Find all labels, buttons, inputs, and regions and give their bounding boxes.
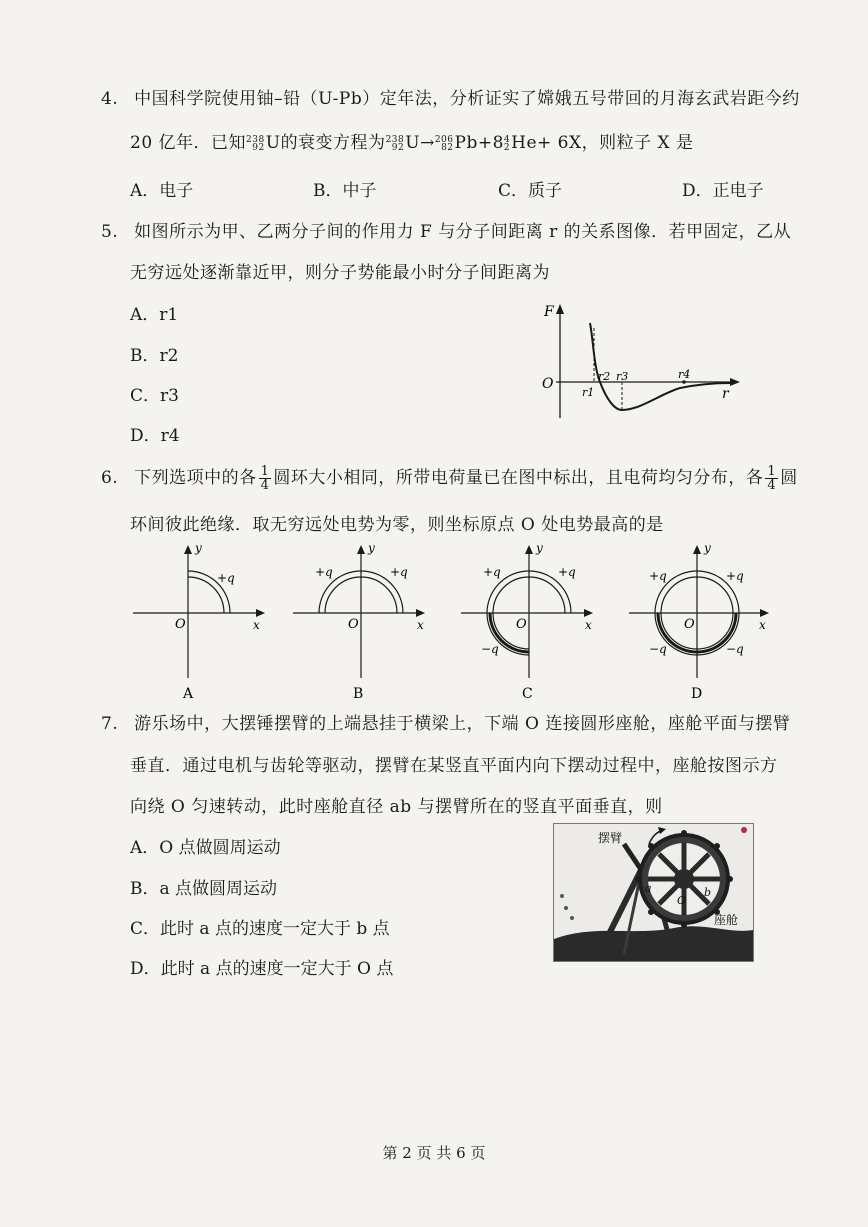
r1-label: r1 [582, 386, 595, 399]
q6-text-1a: 下列选项中的各 [134, 468, 257, 488]
q4-text-2b: 的衰变方程为 [280, 133, 386, 153]
q5-text-1: 如图所示为甲、乙两分子间的作用力 F 与分子间距离 r 的关系图像．若甲固定，乙从 [134, 222, 792, 242]
svg-text:y: y [704, 541, 711, 555]
q4-number: 4. [101, 89, 119, 109]
charged-ring-diagrams [125, 538, 785, 703]
svg-text:O: O [175, 617, 186, 632]
pendulum-ride-photo [553, 823, 754, 962]
q4-line2 [130, 128, 694, 153]
u-isotope-index: 238 92 [246, 134, 265, 153]
label-b: B [353, 686, 364, 702]
q6-line1 [101, 463, 798, 492]
point-o-label: O [677, 894, 687, 907]
page-footer: 第 2 页 共 6 页 [382, 1144, 486, 1162]
point-a-label: a [645, 882, 652, 895]
label-a: A [183, 686, 194, 702]
q7-text-2: 垂直．通过电机与齿轮等驱动，摆臂在某竖直平面内向下摆动过程中，座舱按图示方 [130, 756, 778, 776]
r-label: r [722, 386, 729, 402]
q4-text-2a: 20 亿年．已知 [130, 133, 247, 153]
q7-option-a[interactable]: A．O 点做圆周运动 [130, 838, 281, 858]
svg-text:−q: −q [481, 642, 499, 656]
u-symbol: U [265, 133, 281, 153]
diagram-d [629, 541, 769, 702]
he-symbol-tail: He+ 6X，则粒子 X 是 [511, 133, 694, 153]
svg-text:−q: −q [649, 642, 667, 656]
r-axis-arrow [730, 378, 740, 386]
u-symbol-arrow: U→ [405, 133, 435, 153]
quarter-fraction-2: $\frac{1}{4}$ [767, 464, 777, 493]
svg-text:+q: +q [558, 565, 576, 579]
q7-option-c[interactable]: C．此时 a 点的速度一定大于 b 点 [130, 919, 390, 939]
force-distance-graph [530, 298, 750, 428]
svg-text:+q: +q [315, 565, 333, 579]
svg-text:x: x [759, 618, 766, 632]
q6-text-1c: 圆 [780, 468, 798, 488]
svg-text:+q: +q [217, 571, 235, 585]
q5-option-a[interactable]: A．r1 [130, 305, 179, 325]
q4-option-c[interactable]: C．质子 [498, 181, 563, 201]
q4-line1 [101, 84, 800, 109]
q7-text-3: 向绕 O 匀速转动，此时座舱直径 ab 与摆臂所在的竖直平面垂直，则 [130, 797, 663, 817]
label-c: C [522, 686, 533, 702]
svg-text:y: y [195, 541, 202, 555]
q5-option-b[interactable]: B．r2 [130, 346, 179, 366]
q7-line1 [101, 709, 790, 734]
q5-option-c[interactable]: C．r3 [130, 386, 179, 406]
q6-text-1b: 圆环大小相同，所带电荷量已在图中标出，且电荷均匀分布，各 [273, 468, 764, 488]
svg-text:−q: −q [726, 642, 744, 656]
q7-text-1: 游乐场中，大摆锤摆臂的上端悬挂于横梁上，下端 O 连接圆形座舱，座舱平面与摆臂 [134, 714, 791, 734]
pendulum-ride-illustration [554, 824, 753, 961]
q7-option-b[interactable]: B．a 点做圆周运动 [130, 879, 278, 899]
q7-option-d[interactable]: D．此时 a 点的速度一定大于 O 点 [130, 959, 394, 979]
q5-number: 5. [101, 222, 119, 242]
q5-line1 [101, 217, 791, 242]
pb-isotope-index: 206 82 [434, 134, 454, 153]
q4-text-1: 中国科学院使用铀–铅（U-Pb）定年法，分析证实了嫦娥五号带回的月海玄武岩距今约 [134, 89, 800, 109]
q6-text-2: 环间彼此绝缘．取无穷远处电势为零，则坐标原点 O 处电势最高的是 [130, 515, 664, 535]
label-d: D [691, 686, 703, 702]
svg-text:O: O [348, 617, 359, 632]
f-axis-arrow [556, 304, 564, 314]
q6-number: 6. [101, 468, 119, 488]
r3-label: r3 [616, 370, 629, 383]
origin-label: O [542, 376, 554, 392]
diagram-c [461, 541, 593, 702]
svg-text:y: y [368, 541, 375, 555]
q5-option-d[interactable]: D．r4 [130, 426, 180, 446]
svg-text:+q: +q [726, 569, 744, 583]
svg-text:+q: +q [649, 569, 667, 583]
svg-text:x: x [253, 618, 260, 632]
svg-text:O: O [516, 617, 527, 632]
svg-text:+q: +q [390, 565, 408, 579]
diagram-a [133, 541, 265, 702]
q4-option-a[interactable]: A．电子 [130, 181, 194, 201]
arm-label: 摆臂 [598, 831, 623, 845]
he-isotope-index: 4 2 [503, 134, 511, 153]
u-isotope-index-2: 238 92 [385, 134, 405, 153]
svg-text:+q: +q [483, 565, 501, 579]
svg-text:O: O [684, 617, 695, 632]
cabin-label: 座舱 [714, 913, 739, 927]
svg-text:x: x [417, 618, 424, 632]
pb-symbol: Pb+8 [454, 133, 504, 153]
q5-text-2: 无穷远处逐渐靠近甲，则分子势能最小时分子间距离为 [130, 263, 550, 283]
quarter-fraction: $\frac{1}{4}$ [260, 464, 270, 493]
svg-text:y: y [536, 541, 543, 555]
force-curve [590, 323, 730, 410]
r2-label: r2 [598, 370, 611, 383]
q7-number: 7. [101, 714, 119, 734]
r4-label: r4 [678, 368, 691, 381]
q4-option-d[interactable]: D．正电子 [682, 181, 764, 201]
point-b-label: b [704, 886, 712, 899]
svg-text:x: x [585, 618, 592, 632]
f-label: F [544, 304, 554, 320]
diagram-b [293, 541, 425, 702]
q4-option-b[interactable]: B．中子 [313, 181, 377, 201]
